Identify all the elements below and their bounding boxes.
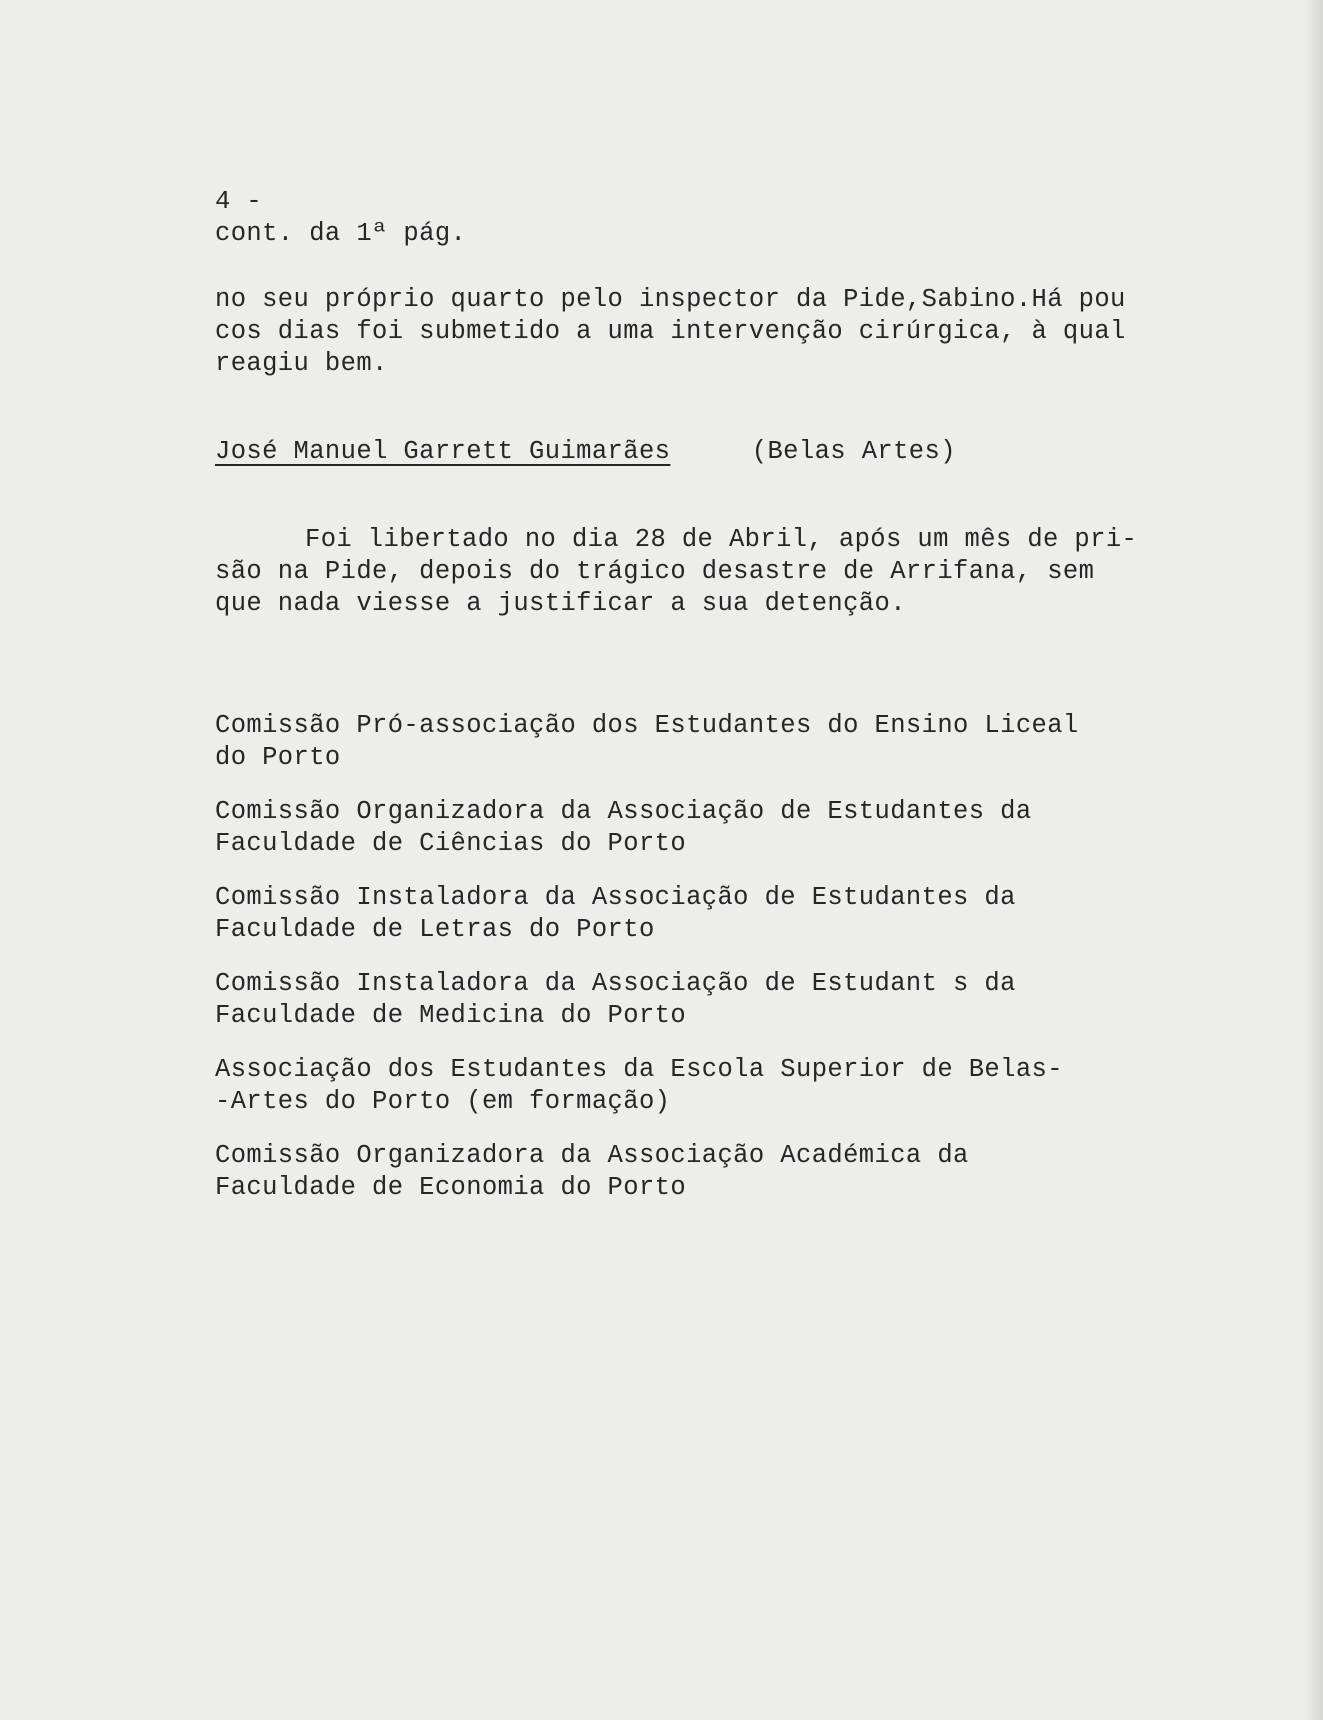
person-name: José Manuel Garrett Guimarães xyxy=(215,437,671,466)
signatory-economia xyxy=(215,1140,969,1204)
signatory-ciencias xyxy=(215,796,1032,860)
signatory-line: Comissão Organizadora da Associação de Estudantes da xyxy=(215,797,1032,826)
signatory-liceal xyxy=(215,710,1079,774)
text-line: reagiu bem. xyxy=(215,349,388,378)
page-number: 4 - xyxy=(215,187,263,216)
signatory-line: Comissão Pró-associação dos Estudantes do Ensino Liceal xyxy=(215,711,1079,740)
signatory-line: Faculdade de Medicina do Porto xyxy=(215,1001,687,1030)
person-faculty: (Belas Artes) xyxy=(751,437,956,466)
paragraph-prison-room xyxy=(215,284,1126,380)
text-line: cos dias foi submetido a uma intervenção cirúrgica, à qual xyxy=(215,317,1126,346)
signatory-line: Faculdade de Ciências do Porto xyxy=(215,829,687,858)
signatory-line: do Porto xyxy=(215,743,341,772)
person-heading xyxy=(215,436,956,468)
text-line: no seu próprio quarto pelo inspector da Pide,Sabino.Há pou xyxy=(215,285,1126,314)
continuation-note: cont. da 1ª pág. xyxy=(215,219,467,248)
signatory-line: Faculdade de Economia do Porto xyxy=(215,1173,687,1202)
signatory-line: Associação dos Estudantes da Escola Superior de Belas- xyxy=(215,1055,1063,1084)
signatory-belas-artes xyxy=(215,1054,1063,1118)
signatory-line: Faculdade de Letras do Porto xyxy=(215,915,655,944)
signatory-letras xyxy=(215,882,1016,946)
signatory-line: Comissão Instaladora da Associação de Estudant s da xyxy=(215,969,1016,998)
page-edge-shadow xyxy=(1305,0,1323,1720)
signatory-line: Comissão Organizadora da Associação Académica da xyxy=(215,1141,969,1170)
signatory-medicina xyxy=(215,968,1016,1032)
paragraph-release xyxy=(215,524,1137,620)
signatory-line: Comissão Instaladora da Associação de Estudantes da xyxy=(215,883,1016,912)
signatory-line: -Artes do Porto (em formação) xyxy=(215,1087,671,1116)
text-line: que nada viesse a justificar a sua detenção. xyxy=(215,589,906,618)
text-line: são na Pide, depois do trágico desastre de Arrifana, sem xyxy=(215,557,1095,586)
text-line: Foi libertado no dia 28 de Abril, após um mês de pri- xyxy=(305,525,1138,554)
